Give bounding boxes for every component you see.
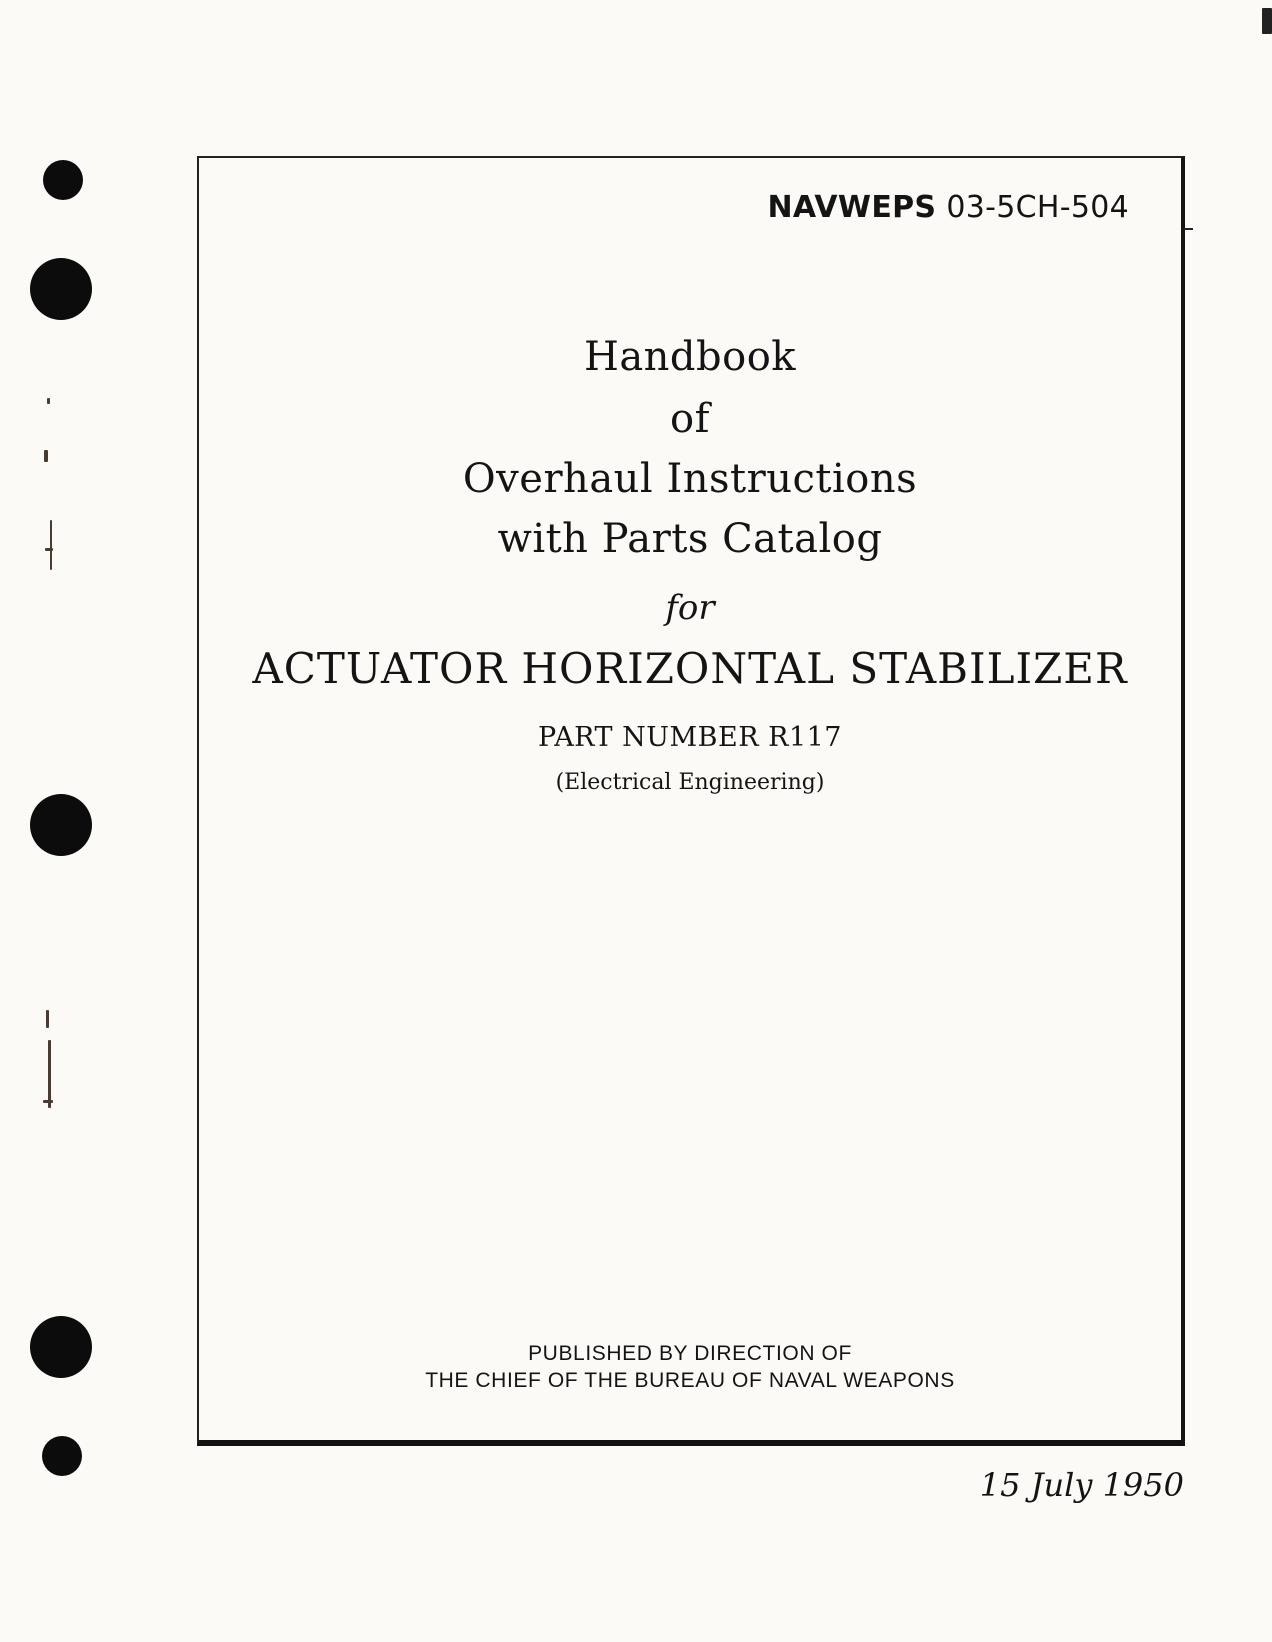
scan-mark — [45, 548, 53, 551]
binder-hole — [43, 160, 83, 200]
scan-mark — [47, 398, 50, 404]
publication-date: 15 July 1950 — [979, 1466, 1184, 1504]
frame-tick — [1183, 228, 1193, 230]
department: (Electrical Engineering) — [555, 770, 825, 795]
binder-hole — [30, 258, 92, 320]
scan-mark — [44, 450, 48, 462]
document-number-code: 03-5CH-504 — [946, 190, 1129, 225]
publisher-line: PUBLISHED BY DIRECTION OF — [528, 1342, 852, 1365]
title-for: for — [665, 588, 715, 628]
cover-frame — [197, 156, 1185, 1446]
document-number-prefix: NAVWEPS — [767, 190, 937, 225]
scan-mark — [43, 1100, 53, 1103]
scan-mark — [50, 520, 52, 570]
title-parts-catalog: with Parts Catalog — [497, 516, 883, 562]
publisher-statement — [199, 1340, 1181, 1394]
title-of: of — [670, 396, 710, 442]
scan-mark — [48, 1040, 51, 1108]
publisher-line: THE CHIEF OF THE BUREAU OF NAVAL WEAPONS — [425, 1369, 955, 1392]
part-number: PART NUMBER R117 — [538, 722, 842, 753]
binder-hole — [30, 794, 92, 856]
binder-hole — [42, 1436, 82, 1476]
title-overhaul-instructions: Overhaul Instructions — [462, 456, 918, 502]
title-handbook: Handbook — [583, 334, 797, 380]
document-number — [768, 190, 1129, 225]
scan-mark — [1262, 8, 1272, 34]
subject-title: ACTUATOR HORIZONTAL STABILIZER — [252, 644, 1128, 693]
binder-hole — [30, 1316, 92, 1378]
scan-mark — [46, 1010, 49, 1028]
